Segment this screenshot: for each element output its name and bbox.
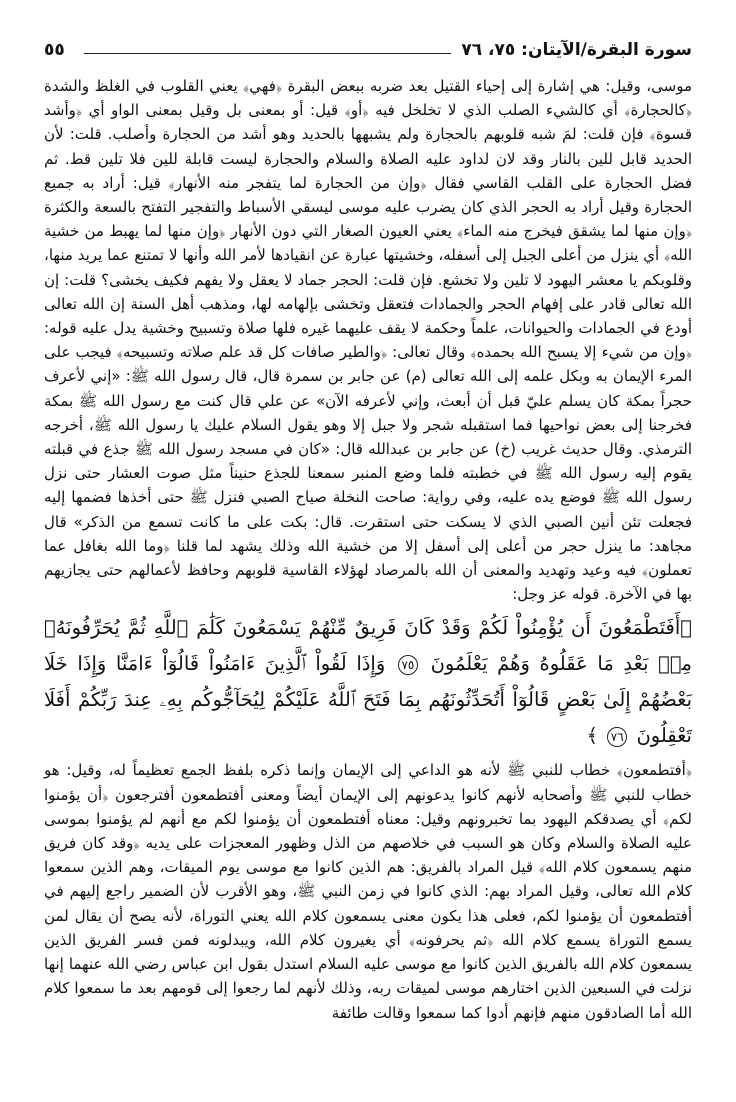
commentary-paragraph: ﴿أفتطمعون﴾ خطاب للنبي ﷺ لأنه هو الداعي إلى الإيمان وإنما ذكره بلفظ الجمع تعظيماً له، وقيل: هو خطاب للنبي ﷺ وأصحابه لأنهم كانوا يدعونهم إلى الإيمان أيضاً ومعنى أفتطمعون أفترجعون ﴿أن يؤمنوا لكم﴾ أي يصدقكم اليهود بما تخبرونهم وقيل: معناه أفتطمعون أن يؤمنوا لكم مع أنهم لم يؤمنوا بموسى عليه الصلاة والسلام وكان هو السبب في خلاصهم من الذل وظهور المعجزات على يديه ﴿وقد كان فريق منهم يسمعون كلام الله﴾ قيل المراد بالفريق: هم الذين كانوا مع موسى يوم الميقات، وهم الذين سمعوا كلام الله تعالى، وقيل المراد بهم: الذي كانوا في زمن النبي ﷺ، وهو الأقرب لأن الضمير راجع إليهم في أفتطمعون أن يؤمنوا لكم، فعلى هذا يكون معنى يسمعون كلام الله يعني التوراة، لأنه يصح أن يقال لمن يسمع التوراة يسمع كلام الله ﴿ثم يحرفونه﴾ أي يغيرون كلام الله، ويبدلونه فمن فسر الفريق الذين يسمعون كلام الله بالفريق الذين كانوا مع موسى عليه السلام استدل بقول ابن عباس رضي الله عنهما إنها نزلت في السبعين الذين اختارهم موسى لميقات ربه، وذلك لأنهم لما رجعوا إلى قومهم بعد ما سمعوا كلام الله أما الصادقون منهم فإنهم أدوا كما سمعوا وقالت طائفة — [44, 761, 692, 1022]
commentary-paragraph: موسى، وقيل: هي إشارة إلى إحياء القتيل بعد ضربه ببعض البقرة ﴿فهي﴾ يعني القلوب في الغلظ والشدة ﴿كالحجارة﴾ أي كالشيء الصلب الذي لا تخلخل فيه ﴿أو﴾ قيل: أو بمعنى بل وقيل بمعنى الواو أي ﴿وأشد قسوة﴾ فإن قلت: لمَ شبه قلوبهم بالحجارة ولم يشبهها بالحديد وهو أشد من الحجارة وأصلب. قلت: لأن الحديد قابل للين بالنار وقد لان لداود عليه الصلاة والسلام والحجارة ليست قابلة للين فلا تلين قط. ثم فضل الحجارة على القلب القاسي فقال ﴿وإن من الحجارة لما يتفجر منه الأنهار﴾ قيل: أراد به جميع الحجارة وقيل أراد به الحجر الذي كان يضرب عليه موسى ليسقي الأسباط والتفجير التفتح بالسعة والكثرة ﴿وإن منها لما يشقق فيخرج منه الماء﴾ يعني العيون الصغار التي دون الأنهار ﴿وإن منها لما يهبط من خشية الله﴾ أي ينزل من أعلى الجبل إلى أسفله، وخشيتها عبارة عن انقيادها لأمر الله وأنها لا تمتنع عما يريد منها، وقلوبكم يا معشر اليهود لا تلين ولا تخشع. فإن قلت: الحجر جماد لا يعقل ولا يفهم فكيف يخشى؟ قلت: إن الله تعالى قادر على إفهام الحجر والجمادات فتعقل وتخشى بإلهامه لها، ومذهب أهل السنة إن الله تعالى أودع في الجمادات والحيوانات، علماً وحكمة لا يقف عليهما غيره فلها صلاة وتسبيح وخشية يدل عليه قوله: ﴿وإن من شيء إلا يسبح الله بحمده﴾ وقال تعالى: ﴿والطير صافات كل قد علم صلاته وتسبيحه﴾ فيجب على المرء الإيمان به وبكل علمه إلى الله تعالى (م) عن جابر بن سمرة قال، قال رسول الله ﷺ: «إني لأعرف حجراً بمكة كان يسلم عليّ قبل أن أبعث، وإني لأعرفه الآن» عن علي قال كنت مع رسول الله ﷺ بمكة فخرجنا إلى بعض نواحيها فما استقبله شجر ولا جبل إلا وهو يقول السلام عليك يا رسول الله ﷺ، أخرجه الترمذي. وقال حديث غريب (خ) عن جابر بن عبدالله قال: «كان في مسجد رسول الله ﷺ جذع في قبلته يقوم إليه رسول الله ﷺ في خطبته فلما وضع المنبر سمعنا للجذع حنيناً مثل صوت العشار حتى نزل رسول الله ﷺ فوضع يده عليه، وفي رواية: صاحت النخلة صياح الصبي فنزل ﷺ حتى أخذها فضمها إليه فجعلت تئن أنين الصبي الذي لا يسكت حتى استقرت. قال: بكت على ما كانت تسمع من الذكر» قال مجاهد: ما ينزل حجر من أعلى إلى أسفل إلا من خشية الله وذلك يشهد لما قلنا ﴿وما الله بغافل عما تعملون﴾ فيه وعيد وتهديد والمعنى أن الله بالمرصاد لهؤلاء القاسية قلوبهم وحافظ لأعمالهم حتى يجازيهم بها في الآخرة. قوله عز وجل: — [44, 77, 692, 604]
verse-number-76: ٧٦ — [607, 727, 627, 747]
commentary-block-1 — [44, 74, 692, 606]
verse-75-text: ﴿أَفَتَطْمَعُونَ أَن يُؤْمِنُواْ لَكُمْ وَقَدْ كَانَ فَرِيقٌ مِّنْهُمْ يَسْمَعُونَ كَلَٰمَ ٱللَّهِ ثُمَّ يُحَرِّفُونَهُۥ مِنۢ بَعْدِ مَا عَقَلُوهُ وَهُمْ يَعْلَمُونَ — [44, 616, 692, 676]
verse-76-text: وَإِذَا لَقُواْ ٱلَّذِينَ ءَامَنُواْ قَالُوٓاْ ءَامَنَّا وَإِذَا خَلَا بَعْضُهُمْ إِلَىٰ بَعْضٍ قَالُوٓاْ أَتُحَدِّثُونَهُم بِمَا فَتَحَ ٱللَّهُ عَلَيْكُمْ لِيُحَآجُّوكُم بِهِۦ عِندَ رَبِّكُمْ أَفَلَا تَعْقِلُونَ — [44, 652, 692, 748]
quran-verses — [44, 610, 692, 754]
verse-close-bracket: ﴾ — [586, 724, 599, 748]
commentary-block-2 — [44, 758, 692, 1024]
verse-number-75: ٧٥ — [398, 655, 418, 675]
page-number: ٥٥ — [44, 40, 71, 60]
page-header — [44, 34, 692, 60]
running-title: سورة البقرة/الآيتان: ٧٥، ٧٦ — [451, 40, 692, 60]
